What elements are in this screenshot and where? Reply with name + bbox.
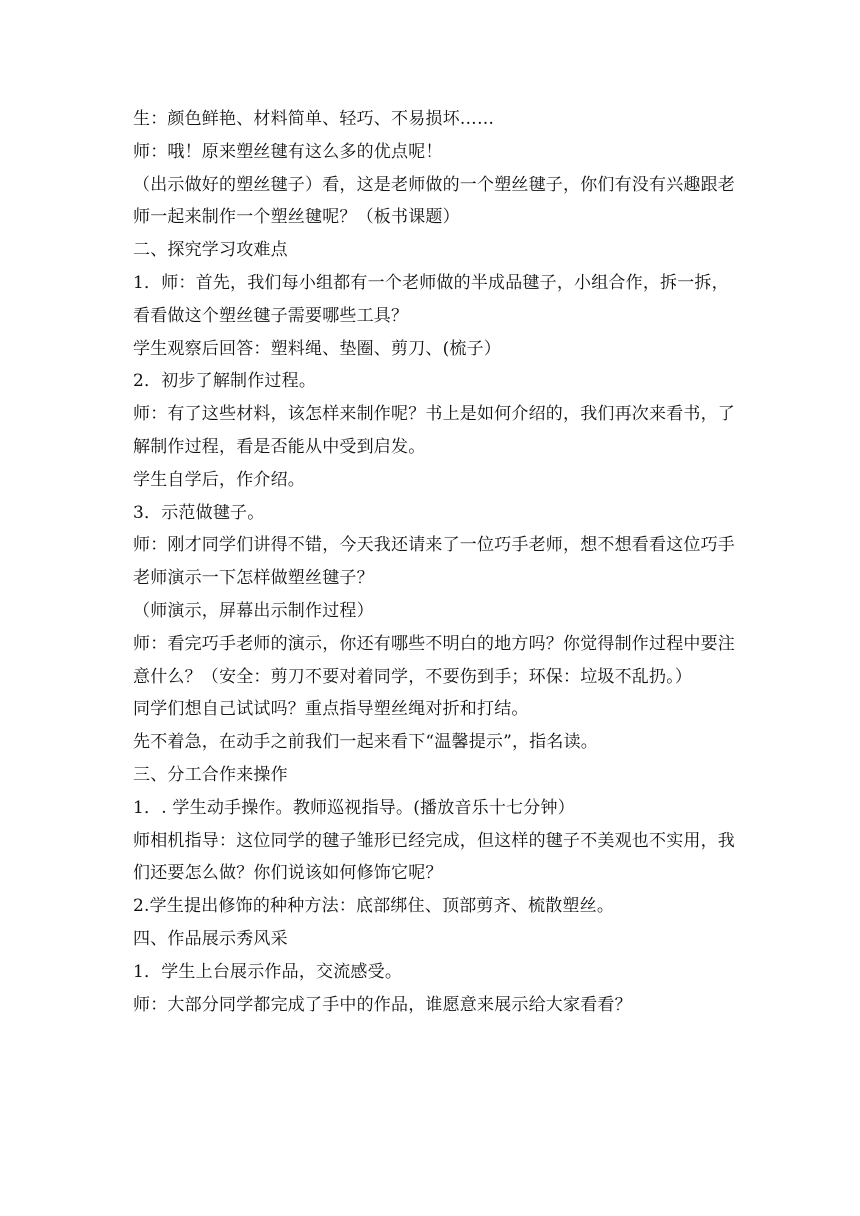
text-line: 先不着急，在动手之前我们一起来看下“温馨提示”，指名读。 <box>133 732 598 753</box>
text-line: 看看做这个塑丝毽子需要哪些工具？ <box>133 305 409 326</box>
text-line: 们还要怎么做？你们说该如何修饰它呢？ <box>133 863 443 884</box>
text-line: 解制作过程，看是否能从中受到启发。 <box>133 436 426 457</box>
text-line: （师演示，屏幕出示制作过程） <box>133 600 374 621</box>
text-line: 3．示范做毽子。 <box>133 502 265 523</box>
text-line: 师：看完巧手老师的演示，你还有哪些不明白的地方吗？你觉得制作过程中要注 <box>133 633 735 654</box>
text-line: 2．初步了解制作过程。 <box>133 371 317 392</box>
section-heading: 四、作品展示秀风采 <box>133 928 288 949</box>
text-line: 师：刚才同学们讲得不错，今天我还请来了一位巧手老师，想不想看看这位巧手 <box>133 535 735 556</box>
text-line: 1．. 学生动手操作。教师巡视指导。(播放音乐十七分钟） <box>133 797 575 818</box>
text-line: 同学们想自己试试吗？重点指导塑丝绳对折和打结。 <box>133 699 529 720</box>
text-line: 2.学生提出修饰的种种方法：底部绑住、顶部剪齐、梳散塑丝。 <box>133 896 615 917</box>
text-line: 师相机指导：这位同学的毽子雏形已经完成，但这样的毽子不美观也不实用，我 <box>133 830 735 851</box>
text-line: 师一起来制作一个塑丝毽呢？（板书课题） <box>133 207 460 228</box>
text-line: 师：有了这些材料，该怎样来制作呢？书上是如何介绍的，我们再次来看书，了 <box>133 404 735 425</box>
text-line: 1．师：首先，我们每小组都有一个老师做的半成品毽子，小组合作，拆一拆， <box>133 272 729 293</box>
document-body <box>133 103 733 1021</box>
text-line: （出示做好的塑丝毽子）看，这是老师做的一个塑丝毽子，你们有没有兴趣跟老 <box>133 174 735 195</box>
text-line: 学生自学后，作介绍。 <box>133 469 305 490</box>
text-line: 意什么？（安全：剪刀不要对着同学，不要伤到手；环保：垃圾不乱扔。） <box>133 666 693 687</box>
text-line: 师：大部分同学都完成了手中的作品，谁愿意来展示给大家看看？ <box>133 994 632 1015</box>
text-line: 学生观察后回答：塑料绳、垫圈、剪刀、(梳子） <box>133 338 502 359</box>
text-line: 师：哦！原来塑丝毽有这么多的优点呢！ <box>133 141 443 162</box>
section-heading: 二、探究学习攻难点 <box>133 240 288 261</box>
text-line: 老师演示一下怎样做塑丝毽子？ <box>133 568 374 589</box>
text-line: 1．学生上台展示作品，交流感受。 <box>133 961 403 982</box>
section-heading: 三、分工合作来操作 <box>133 764 288 785</box>
text-line: 生：颜色鲜艳、材料简单、轻巧、不易损坏…… <box>133 109 495 129</box>
